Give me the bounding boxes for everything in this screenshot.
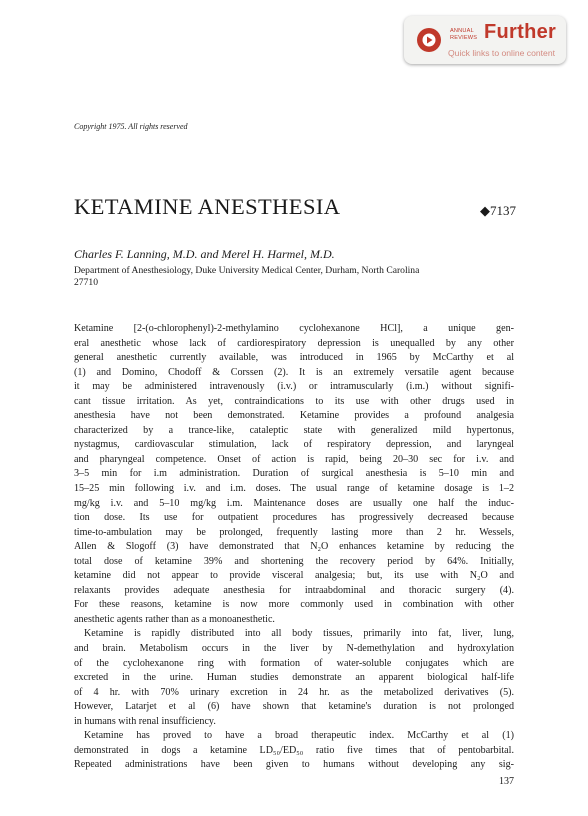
body-line: anesthesia have not been demonstrated. Ketamine provides a profound analgesia xyxy=(74,410,514,422)
play-circle-icon xyxy=(417,28,441,52)
article-code: ◆7137 xyxy=(480,203,516,218)
further-banner[interactable] xyxy=(404,16,566,64)
body-line: it may be administered intravenously (i.v.) or intramuscularly (i.m.) without signifi- xyxy=(74,381,514,393)
body-line: eral anesthetic whose lack of cardiorespiratory depression is unequalled by any other xyxy=(74,337,514,349)
body-line: excreted in the urine. Human studies demonstrate an apparent biological half-life xyxy=(74,672,514,684)
body-line: in humans with renal insufficiency. xyxy=(74,715,216,727)
body-line: and pharyngeal competence. Onset of action is rapid, being 20–30 sec for i.v. and xyxy=(74,453,514,465)
affiliation xyxy=(74,265,514,289)
body-line: demonstrated in dogs a ketamine LD₅₀/ED₅₀ ratio five times that of pentobarbital. xyxy=(74,744,514,756)
further-label[interactable]: Further xyxy=(484,21,557,43)
further-subtitle: Quick links to online content xyxy=(448,48,556,58)
page-number: 137 xyxy=(499,776,514,787)
body-line: Ketamine [2-(o-chlorophenyl)-2-methylamino cyclohexanone HCl], a unique gen- xyxy=(74,323,514,334)
publisher-line: ANNUAL xyxy=(450,28,474,34)
body-line: of the cyclohexanone ring with formation of water-soluble conjugates which are xyxy=(74,657,514,669)
affiliation-line: Department of Anesthesiology, Duke University Medical Center, Durham, North Carolina xyxy=(74,265,420,276)
body-line: However, Latarjet et al (6) have shown that ketamine's duration is not prolonged xyxy=(74,701,514,713)
authors: Charles F. Lanning, M.D. and Merel H. Harmel, M.D. xyxy=(74,247,335,261)
body-line: cant tissue irritation. As yet, contraindications to its use with other drugs used in xyxy=(74,395,514,407)
affiliation-line: 27710 xyxy=(74,277,98,288)
body-line: tion dose. Its use for outpatient procedures has progressively decreased because xyxy=(74,512,514,524)
body-line: 3–5 min for i.m administration. Duration of surgical anesthesia is 5–10 min and xyxy=(74,468,514,480)
body-line: anesthetic agents rather than as a monoanesthetic. xyxy=(74,613,275,625)
body-line: mg/kg i.v. and 5–10 mg/kg i.m. Maintenance doses are usually one half the induc- xyxy=(74,497,514,509)
body-line: (1) and Domino, Chodoff & Corssen (2). It is an extremely versatile agent because xyxy=(74,366,514,378)
body-line: Ketamine is rapidly distributed into all body tissues, primarily into fat, liver, lung, xyxy=(84,628,514,640)
body-line: and brain. Metabolism occurs in the liver by N-demethylation and hydroxylation xyxy=(74,643,514,655)
body-line: nystagmus, cardiovascular stimulation, lack of respiratory depression, and laryngeal xyxy=(74,439,514,451)
publisher-line: REVIEWS xyxy=(450,35,478,41)
body-line: of 4 hr. with 70% urinary excretion in 24 hr. as the metabolized derivatives (5). xyxy=(74,686,514,698)
body-line: total dose of ketamine 39% and shortening the recovery period by 64%. Initially, xyxy=(74,555,514,567)
body-line: For these reasons, ketamine is now more commonly used in combination with other xyxy=(74,599,514,611)
body-line: 15–25 min following i.v. and i.m. doses. The usual range of ketamine dosage is 1–2 xyxy=(74,483,514,495)
body-line: Allen & Slogoff (3) have demonstrated that N₂O enhances ketamine by reducing the xyxy=(74,541,514,553)
body-line: ketamine did not appear to provide visceral analgesia; but, its use with N₂O and xyxy=(74,570,514,582)
body-line: general anesthetic currently available, was introduced in 1965 by McCarthy et al xyxy=(74,352,514,364)
copyright-notice: Copyright 1975. All rights reserved xyxy=(74,122,188,131)
body-line: relaxants provides adequate anesthesia for intraabdominal and thoracic surgery (4). xyxy=(74,584,514,596)
body-line: characterized by a trance-like, cataleptic state with generalized mild hypertonus, xyxy=(74,424,514,436)
body-line: time-to-ambulation may be prolonged, frequently lasting more than 2 hr. Wessels, xyxy=(74,526,514,538)
article-title: KETAMINE ANESTHESIA xyxy=(74,194,341,219)
article-body xyxy=(74,322,514,773)
body-line: Ketamine has proved to have a broad therapeutic index. McCarthy et al (1) xyxy=(84,730,514,742)
body-line: Repeated administrations have been given to humans without developing any sig- xyxy=(74,759,514,771)
